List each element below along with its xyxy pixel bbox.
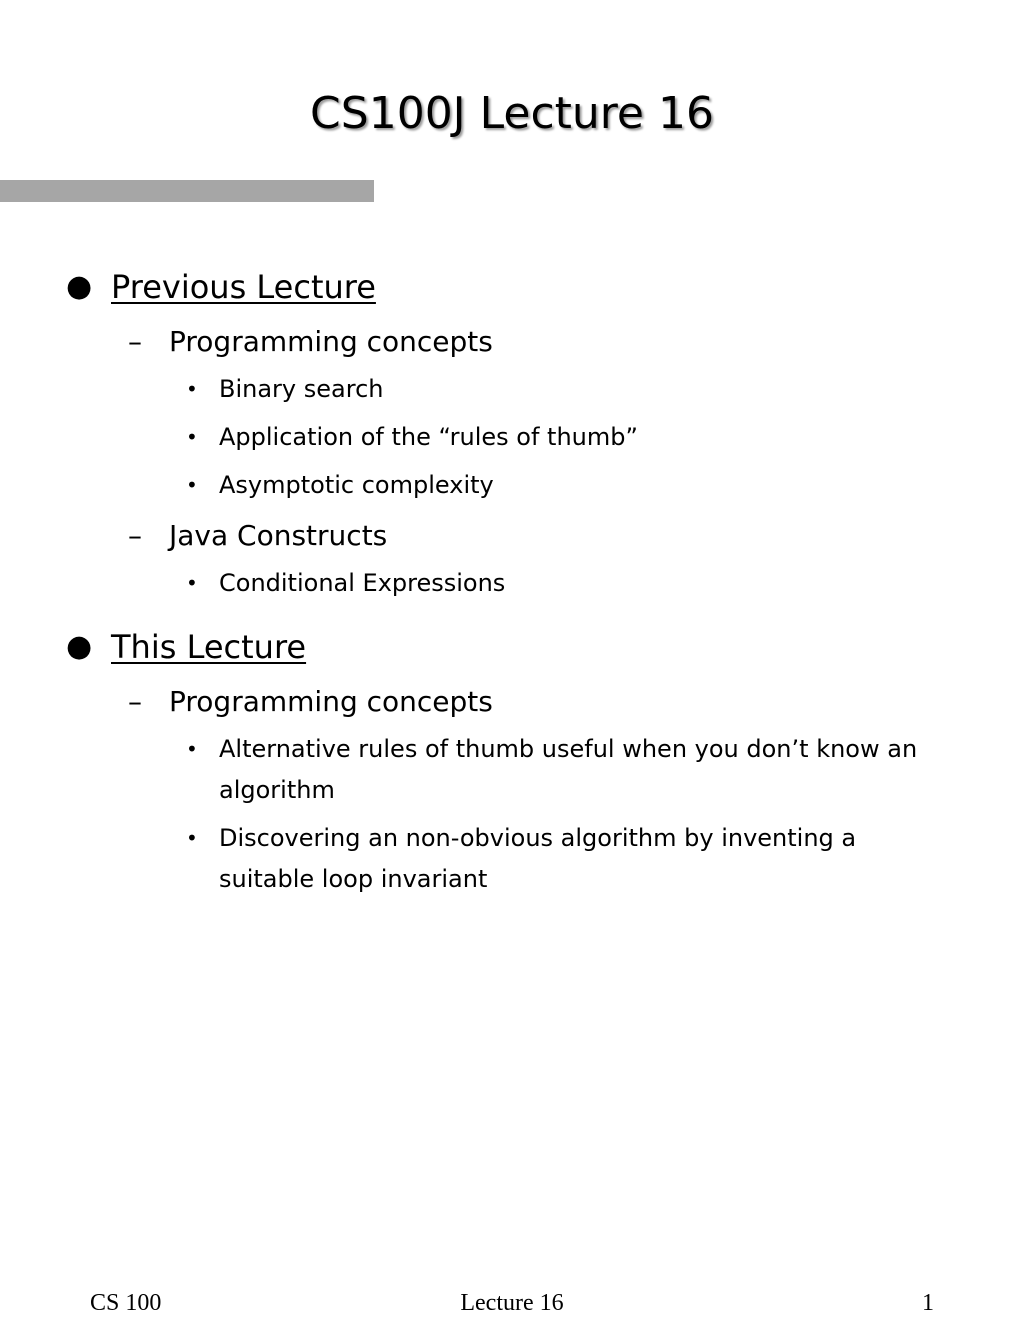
item-text: Binary search: [219, 375, 384, 403]
section-heading: This Lecture: [111, 628, 307, 666]
item-text: Asymptotic complexity: [219, 471, 494, 499]
dash-icon: –: [128, 325, 142, 358]
footer-page-number: 1: [922, 1290, 934, 1316]
level2-item: [0, 516, 1024, 556]
level2-item: [0, 322, 1024, 362]
group-label: Programming concepts: [169, 325, 493, 358]
slide-title: CS100J Lecture 16: [310, 88, 714, 139]
dash-icon: –: [128, 519, 142, 552]
level3-item: [0, 563, 1024, 604]
title-accent-bar: [0, 180, 374, 202]
bullet-icon: ●: [66, 629, 93, 664]
section-this-lecture: [0, 622, 1024, 900]
bullet-icon: ●: [66, 269, 93, 304]
bullet-icon: •: [186, 737, 198, 761]
item-text: Conditional Expressions: [219, 569, 506, 597]
footer-lecture: Lecture 16: [460, 1290, 564, 1316]
item-text: Discovering an non-obvious algorithm by inventing a suitable loop invariant: [219, 824, 857, 893]
level2-item: [0, 682, 1024, 722]
level1-item: [0, 262, 1024, 312]
level3-item: [0, 465, 1024, 506]
level3-item: [0, 818, 1024, 900]
slide-footer: [0, 1288, 1024, 1318]
bullet-icon: •: [186, 571, 198, 595]
bullet-icon: •: [186, 826, 198, 850]
level3-item: [0, 417, 1024, 458]
dash-icon: –: [128, 685, 142, 718]
level1-item: [0, 622, 1024, 672]
group-label: Java Constructs: [169, 519, 388, 552]
bullet-icon: •: [186, 425, 198, 449]
bullet-icon: •: [186, 473, 198, 497]
slide-content: [0, 262, 1024, 900]
section-previous-lecture: [0, 262, 1024, 604]
footer-course: CS 100: [90, 1290, 162, 1316]
section-heading: Previous Lecture: [111, 268, 376, 306]
bullet-icon: •: [186, 377, 198, 401]
item-text: Alternative rules of thumb useful when you don’t know an algorithm: [219, 735, 918, 804]
group-label: Programming concepts: [169, 685, 493, 718]
level3-item: [0, 369, 1024, 410]
level3-item: [0, 729, 1024, 811]
item-text: Application of the “rules of thumb”: [219, 423, 638, 451]
